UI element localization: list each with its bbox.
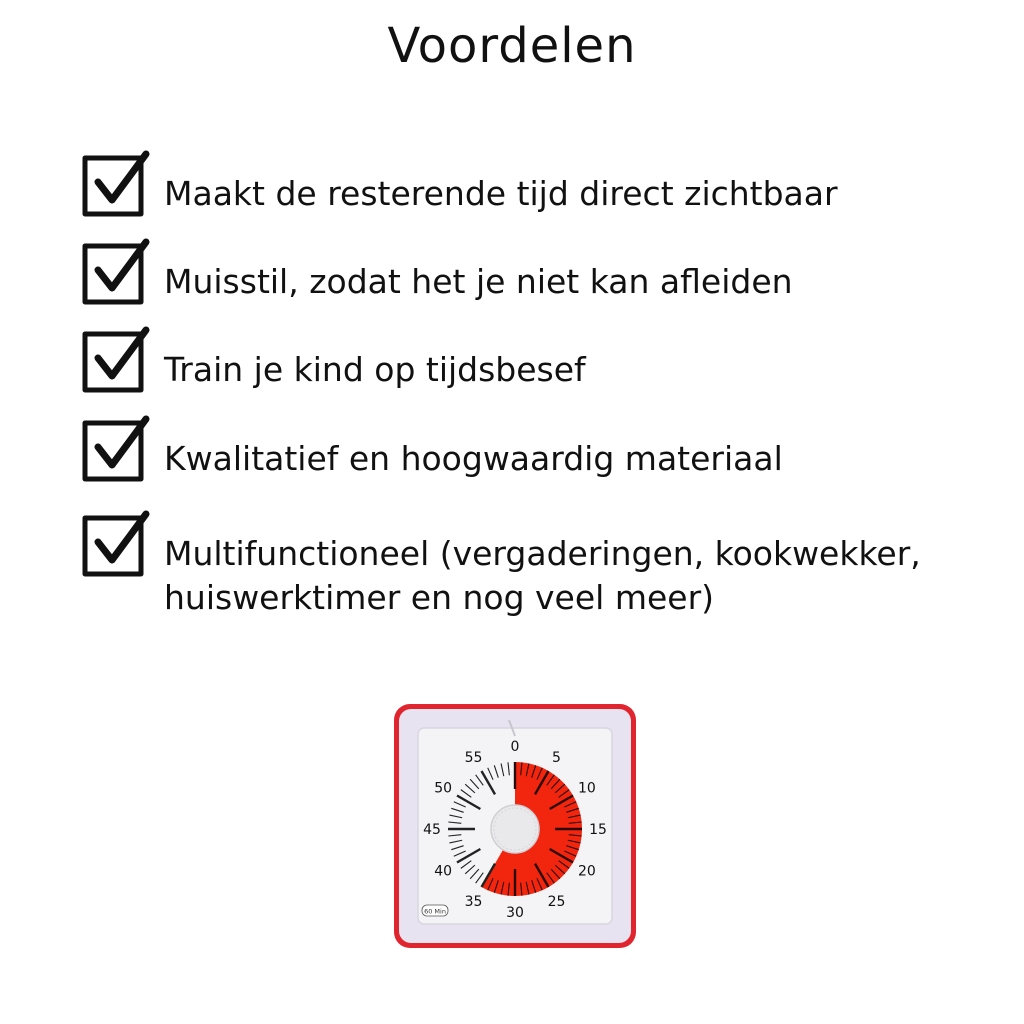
dial-label: 45 bbox=[423, 822, 441, 838]
dial-label: 30 bbox=[506, 905, 524, 921]
benefit-label: Maakt de resterende tijd direct zichtbaar bbox=[164, 174, 838, 213]
checkbox-checked-icon bbox=[82, 150, 152, 220]
visual-timer bbox=[392, 702, 638, 950]
dial-label: 55 bbox=[464, 750, 483, 767]
checkbox-checked-icon bbox=[82, 415, 152, 485]
benefit-label: Train je kind op tijdsbesef bbox=[164, 350, 586, 389]
dial-label: 20 bbox=[577, 863, 596, 880]
benefit-label: Kwalitatief en hoogwaardig materiaal bbox=[164, 439, 783, 478]
benefit-label: Multifunctioneel (vergaderingen, kookwekker, huiswerktimer en nog veel meer) bbox=[164, 534, 921, 617]
dial-label: 50 bbox=[434, 780, 453, 797]
dial-label: 5 bbox=[552, 750, 561, 767]
dial-label: 10 bbox=[577, 780, 596, 797]
dial-label: 35 bbox=[464, 893, 483, 910]
dial-label: 25 bbox=[547, 893, 566, 910]
checkbox-checked-icon bbox=[82, 326, 152, 396]
page-title: Voordelen bbox=[387, 18, 637, 74]
dial-label: 15 bbox=[589, 822, 607, 838]
checkbox-checked-icon bbox=[82, 238, 152, 308]
checkbox-checked-icon bbox=[82, 510, 152, 580]
timer-knob bbox=[491, 805, 539, 853]
duration-badge: 60 Min bbox=[424, 907, 446, 916]
dial-label: 0 bbox=[510, 739, 520, 755]
dial-label: 40 bbox=[434, 863, 453, 880]
benefit-label: Muisstil, zodat het je niet kan afleiden bbox=[164, 262, 793, 301]
